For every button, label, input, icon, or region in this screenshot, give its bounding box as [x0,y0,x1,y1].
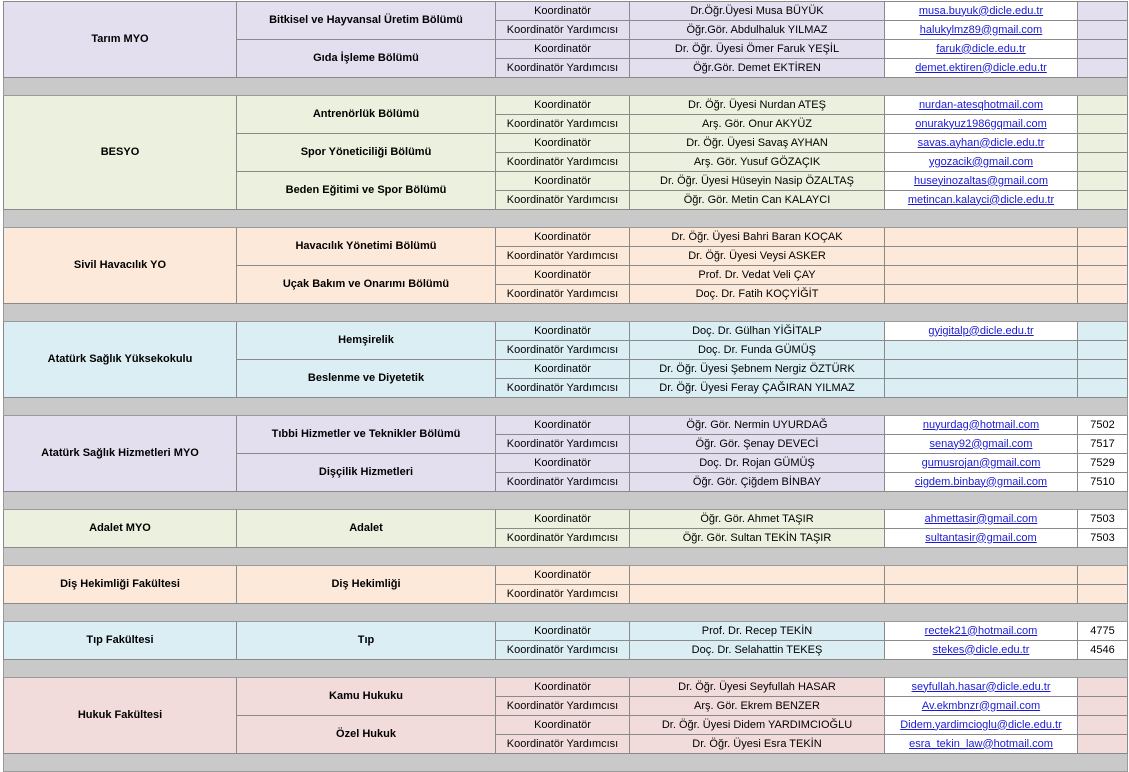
separator-cell [4,604,1128,622]
role-cell: Koordinatör [496,678,630,697]
role-cell: Koordinatör Yardımcısı [496,641,630,660]
email-cell [885,247,1078,266]
person-cell: Öğr.Gör. Demet EKTİREN [630,59,885,78]
table-row [4,678,1128,697]
separator-row [4,660,1128,678]
department-name-cell: Özel Hukuk [237,716,496,754]
person-cell: Öğr. Gör. Ahmet TAŞIR [630,510,885,529]
person-cell: Öğr. Gör. Metin Can KALAYCI [630,191,885,210]
email-cell [885,379,1078,398]
email-link[interactable]: Didem.yardimcioglu@dicle.edu.tr [900,718,1062,731]
phone-ext-cell [1078,191,1128,210]
person-cell: Dr.Öğr.Üyesi Musa BÜYÜK [630,2,885,21]
person-cell: Arş. Gör. Ekrem BENZER [630,697,885,716]
person-cell: Dr. Öğr. Üyesi Hüseyin Nasip ÖZALTAŞ [630,172,885,191]
separator-row [4,304,1128,322]
person-cell: Öğr. Gör. Nermin UYURDAĞ [630,416,885,435]
person-cell: Doç. Dr. Fatih KOÇYİĞİT [630,285,885,304]
email-link[interactable]: savas.ayhan@dicle.edu.tr [917,136,1045,149]
email-link[interactable]: stekes@dicle.edu.tr [932,643,1030,656]
email-cell [885,416,1078,435]
department-name-cell: Beslenme ve Diyetetik [237,360,496,398]
person-cell: Prof. Dr. Vedat Veli ÇAY [630,266,885,285]
email-cell [885,21,1078,40]
phone-ext-cell [1078,379,1128,398]
email-link[interactable]: rectek21@hotmail.com [924,624,1038,637]
department-name-cell: Kamu Hukuku [237,678,496,716]
email-cell [885,735,1078,754]
role-cell: Koordinatör [496,360,630,379]
email-link[interactable]: sultantasir@gmail.com [925,531,1037,544]
email-link[interactable]: seyfullah.hasar@dicle.edu.tr [911,680,1051,693]
email-cell [885,322,1078,341]
email-link[interactable]: onurakyuz1986gqmail.com [915,117,1047,130]
department-name-cell: Diş Hekimliği [237,566,496,604]
role-cell: Koordinatör Yardımcısı [496,21,630,40]
email-link[interactable]: senay92@gmail.com [929,437,1033,450]
phone-ext-cell: 4775 [1078,622,1128,641]
email-cell [885,341,1078,360]
separator-row [4,754,1128,772]
phone-ext-cell [1078,585,1128,604]
phone-ext-cell [1078,678,1128,697]
email-cell [885,678,1078,697]
table-row [4,322,1128,341]
role-cell: Koordinatör Yardımcısı [496,735,630,754]
separator-cell [4,304,1128,322]
person-cell: Öğr. Gör. Şenay DEVECİ [630,435,885,454]
person-cell: Doç. Dr. Rojan GÜMÜŞ [630,454,885,473]
separator-cell [4,660,1128,678]
department-name-cell: Antrenörlük Bölümü [237,96,496,134]
person-cell: Dr. Öğr. Üyesi Şebnem Nergiz ÖZTÜRK [630,360,885,379]
separator-cell [4,78,1128,96]
phone-ext-cell: 4546 [1078,641,1128,660]
role-cell: Koordinatör [496,566,630,585]
email-link[interactable]: ahmettasir@gmail.com [924,512,1038,525]
table-row [4,510,1128,529]
role-cell: Koordinatör [496,2,630,21]
department-name-cell: Uçak Bakım ve Onarımı Bölümü [237,266,496,304]
role-cell: Koordinatör Yardımcısı [496,153,630,172]
person-cell: Dr. Öğr. Üyesi Veysi ASKER [630,247,885,266]
table-row [4,228,1128,247]
coordinator-table [3,1,1128,772]
role-cell: Koordinatör [496,416,630,435]
phone-ext-cell [1078,115,1128,134]
table-row [4,622,1128,641]
department-name-cell: Dişçilik Hizmetleri [237,454,496,492]
separator-cell [4,210,1128,228]
person-cell: Dr. Öğr. Üyesi Savaş AYHAN [630,134,885,153]
phone-ext-cell [1078,153,1128,172]
department-name-cell: Beden Eğitimi ve Spor Bölümü [237,172,496,210]
email-link[interactable]: nuyurdag@hotmail.com [922,418,1040,431]
phone-ext-cell [1078,266,1128,285]
table-row [4,96,1128,115]
phone-ext-cell: 7503 [1078,529,1128,548]
role-cell: Koordinatör [496,454,630,473]
email-cell [885,360,1078,379]
person-cell: Doç. Dr. Gülhan YİĞİTALP [630,322,885,341]
email-link[interactable]: Av.ekmbnzr@gmail.com [921,699,1041,712]
phone-ext-cell [1078,360,1128,379]
role-cell: Koordinatör Yardımcısı [496,191,630,210]
phone-ext-cell [1078,59,1128,78]
email-cell [885,641,1078,660]
email-cell [885,529,1078,548]
email-cell [885,228,1078,247]
person-cell: Öğr. Gör. Sultan TEKİN TAŞIR [630,529,885,548]
unit-name-cell: Atatürk Sağlık Yüksekokulu [4,322,237,398]
role-cell: Koordinatör [496,40,630,59]
separator-row [4,604,1128,622]
email-cell [885,285,1078,304]
unit-name-cell: Adalet MYO [4,510,237,548]
email-cell [885,96,1078,115]
role-cell: Koordinatör Yardımcısı [496,59,630,78]
department-name-cell: Bitkisel ve Hayvansal Üretim Bölümü [237,2,496,40]
table-row [4,566,1128,585]
person-cell: Doç. Dr. Selahattin TEKEŞ [630,641,885,660]
phone-ext-cell [1078,716,1128,735]
person-cell [630,585,885,604]
email-cell [885,2,1078,21]
phone-ext-cell: 7510 [1078,473,1128,492]
person-cell: Öğr. Gör. Çiğdem BİNBAY [630,473,885,492]
email-link[interactable]: demet.ektiren@dicle.edu.tr [915,61,1047,74]
department-name-cell: Adalet [237,510,496,548]
person-cell: Dr. Öğr. Üyesi Seyfullah HASAR [630,678,885,697]
email-link[interactable]: cigdem.binbay@gmail.com [914,475,1048,488]
role-cell: Koordinatör [496,322,630,341]
email-cell [885,716,1078,735]
separator-cell [4,548,1128,566]
unit-name-cell: Hukuk Fakültesi [4,678,237,754]
phone-ext-cell [1078,40,1128,59]
person-cell [630,566,885,585]
role-cell: Koordinatör [496,172,630,191]
separator-row [4,78,1128,96]
department-name-cell: Hemşirelik [237,322,496,360]
table-row [4,2,1128,21]
separator-cell [4,492,1128,510]
phone-ext-cell [1078,21,1128,40]
role-cell: Koordinatör [496,716,630,735]
phone-ext-cell [1078,172,1128,191]
phone-ext-cell [1078,697,1128,716]
phone-ext-cell [1078,566,1128,585]
email-cell [885,191,1078,210]
person-cell: Arş. Gör. Yusuf GÖZAÇIK [630,153,885,172]
unit-name-cell: Tarım MYO [4,2,237,78]
person-cell: Prof. Dr. Recep TEKİN [630,622,885,641]
email-link[interactable]: huseyinozaltas@gmail.com [913,174,1049,187]
person-cell: Dr. Öğr. Üyesi Nurdan ATEŞ [630,96,885,115]
role-cell: Koordinatör [496,228,630,247]
separator-cell [4,754,1128,772]
email-link[interactable]: gyigitalp@dicle.edu.tr [928,324,1034,337]
role-cell: Koordinatör [496,510,630,529]
role-cell: Koordinatör Yardımcısı [496,529,630,548]
email-cell [885,266,1078,285]
role-cell: Koordinatör Yardımcısı [496,585,630,604]
person-cell: Dr. Öğr. Üyesi Didem YARDIMCIOĞLU [630,716,885,735]
department-name-cell: Havacılık Yönetimi Bölümü [237,228,496,266]
role-cell: Koordinatör [496,134,630,153]
email-link[interactable]: gumusrojan@gmail.com [921,456,1041,469]
role-cell: Koordinatör Yardımcısı [496,341,630,360]
role-cell: Koordinatör Yardımcısı [496,379,630,398]
role-cell: Koordinatör Yardımcısı [496,435,630,454]
email-cell [885,585,1078,604]
department-name-cell: Tıp [237,622,496,660]
email-cell [885,40,1078,59]
role-cell: Koordinatör Yardımcısı [496,247,630,266]
person-cell: Dr. Öğr. Üyesi Bahri Baran KOÇAK [630,228,885,247]
email-cell [885,510,1078,529]
role-cell: Koordinatör Yardımcısı [496,697,630,716]
separator-cell [4,398,1128,416]
person-cell: Dr. Öğr. Üyesi Esra TEKİN [630,735,885,754]
phone-ext-cell: 7529 [1078,454,1128,473]
phone-ext-cell: 7517 [1078,435,1128,454]
phone-ext-cell [1078,228,1128,247]
phone-ext-cell [1078,735,1128,754]
department-name-cell: Tıbbi Hizmetler ve Teknikler Bölümü [237,416,496,454]
email-cell [885,435,1078,454]
email-cell [885,473,1078,492]
role-cell: Koordinatör [496,96,630,115]
phone-ext-cell [1078,285,1128,304]
phone-ext-cell [1078,341,1128,360]
email-cell [885,697,1078,716]
person-cell: Doç. Dr. Funda GÜMÜŞ [630,341,885,360]
email-link[interactable]: musa.buyuk@dicle.edu.tr [918,4,1044,17]
department-name-cell: Spor Yöneticiliği Bölümü [237,134,496,172]
phone-ext-cell [1078,322,1128,341]
email-link[interactable]: halukylmz89@gmail.com [919,23,1043,36]
email-cell [885,454,1078,473]
email-cell [885,153,1078,172]
email-link[interactable]: esra_tekin_law@hotmail.com [909,737,1053,750]
phone-ext-cell [1078,134,1128,153]
email-link[interactable]: faruk@dicle.edu.tr [936,42,1026,55]
table-body [4,2,1128,772]
email-link[interactable]: metincan.kalayci@dicle.edu.tr [907,193,1055,206]
person-cell: Dr. Öğr. Üyesi Feray ÇAĞIRAN YILMAZ [630,379,885,398]
phone-ext-cell [1078,247,1128,266]
role-cell: Koordinatör [496,622,630,641]
department-name-cell: Gıda İşleme Bölümü [237,40,496,78]
unit-name-cell: Sivil Havacılık YO [4,228,237,304]
role-cell: Koordinatör Yardımcısı [496,285,630,304]
phone-ext-cell: 7502 [1078,416,1128,435]
email-cell [885,566,1078,585]
unit-name-cell: Tıp Fakültesi [4,622,237,660]
phone-ext-cell [1078,96,1128,115]
email-link[interactable]: ygozacik@gmail.com [928,155,1034,168]
unit-name-cell: Atatürk Sağlık Hizmetleri MYO [4,416,237,492]
person-cell: Arş. Gör. Onur AKYÜZ [630,115,885,134]
person-cell: Öğr.Gör. Abdulhaluk YILMAZ [630,21,885,40]
email-cell [885,172,1078,191]
separator-row [4,210,1128,228]
table-row [4,416,1128,435]
email-cell [885,115,1078,134]
email-cell [885,134,1078,153]
role-cell: Koordinatör Yardımcısı [496,115,630,134]
unit-name-cell: BESYO [4,96,237,210]
email-cell [885,59,1078,78]
role-cell: Koordinatör [496,266,630,285]
email-link[interactable]: nurdan-atesqhotmail.com [918,98,1044,111]
phone-ext-cell [1078,2,1128,21]
role-cell: Koordinatör Yardımcısı [496,473,630,492]
person-cell: Dr. Öğr. Üyesi Ömer Faruk YEŞİL [630,40,885,59]
separator-row [4,398,1128,416]
unit-name-cell: Diş Hekimliği Fakültesi [4,566,237,604]
separator-row [4,548,1128,566]
email-cell [885,622,1078,641]
phone-ext-cell: 7503 [1078,510,1128,529]
separator-row [4,492,1128,510]
